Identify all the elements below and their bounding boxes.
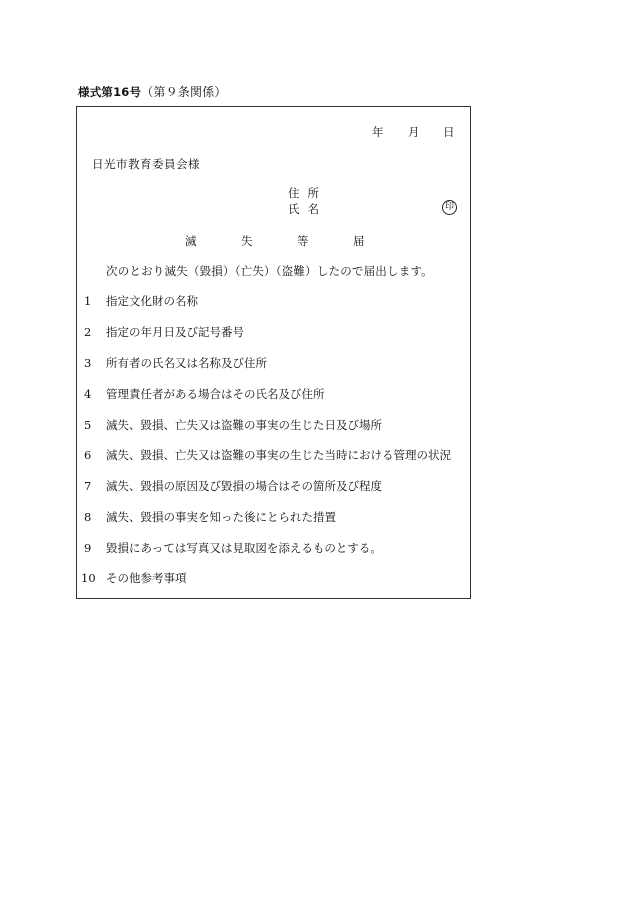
- seal-mark: 印: [442, 200, 457, 215]
- item-number: 8: [84, 510, 92, 524]
- item-number: 3: [84, 356, 92, 370]
- form-frame: [76, 106, 471, 599]
- form-title-char: 等: [297, 234, 309, 248]
- form-title-char: 滅: [185, 234, 197, 248]
- date-day-label: 日: [443, 125, 455, 139]
- item-number: 4: [84, 387, 92, 401]
- form-relation: （第９条関係）: [141, 85, 227, 99]
- address-label: 住所: [288, 186, 327, 200]
- body-text: 次のとおり滅失（毀損）（亡失）（盗難）したので届出します。: [106, 264, 433, 278]
- item-text: 滅失、毀損の原因及び毀損の場合はその箇所及び程度: [106, 479, 382, 493]
- item-text: 滅失、毀損、亡失又は盗難の事実の生じた当時における管理の状況: [106, 448, 451, 462]
- item-text: 滅失、毀損、亡失又は盗難の事実の生じた日及び場所: [106, 418, 382, 432]
- item-text: 指定文化財の名称: [106, 294, 198, 308]
- form-number-label: [78, 83, 227, 100]
- item-text: 指定の年月日及び記号番号: [106, 325, 244, 339]
- item-number: 5: [84, 418, 92, 432]
- item-number: 7: [84, 479, 92, 493]
- form-title-char: 失: [241, 234, 253, 248]
- item-text: 所有者の氏名又は名称及び住所: [106, 356, 267, 370]
- item-number: 2: [84, 325, 92, 339]
- date-month-label: 月: [408, 125, 420, 139]
- item-text: 管理責任者がある場合はその氏名及び住所: [106, 387, 325, 401]
- item-text: 滅失、毀損の事実を知った後にとられた措置: [106, 510, 336, 524]
- item-number: 10: [81, 571, 96, 585]
- name-label: 氏名: [288, 202, 327, 216]
- item-number: 1: [84, 294, 92, 308]
- item-number: 6: [84, 448, 92, 462]
- item-text: 毀損にあっては写真又は見取図を添えるものとする。: [106, 541, 382, 555]
- item-number: 9: [84, 541, 92, 555]
- form-number: 様式第16号: [78, 85, 142, 99]
- item-text: その他参考事項: [106, 571, 187, 585]
- form-title-char: 届: [353, 234, 365, 248]
- addressee: 日光市教育委員会様: [92, 157, 200, 171]
- date-year-label: 年: [372, 125, 384, 139]
